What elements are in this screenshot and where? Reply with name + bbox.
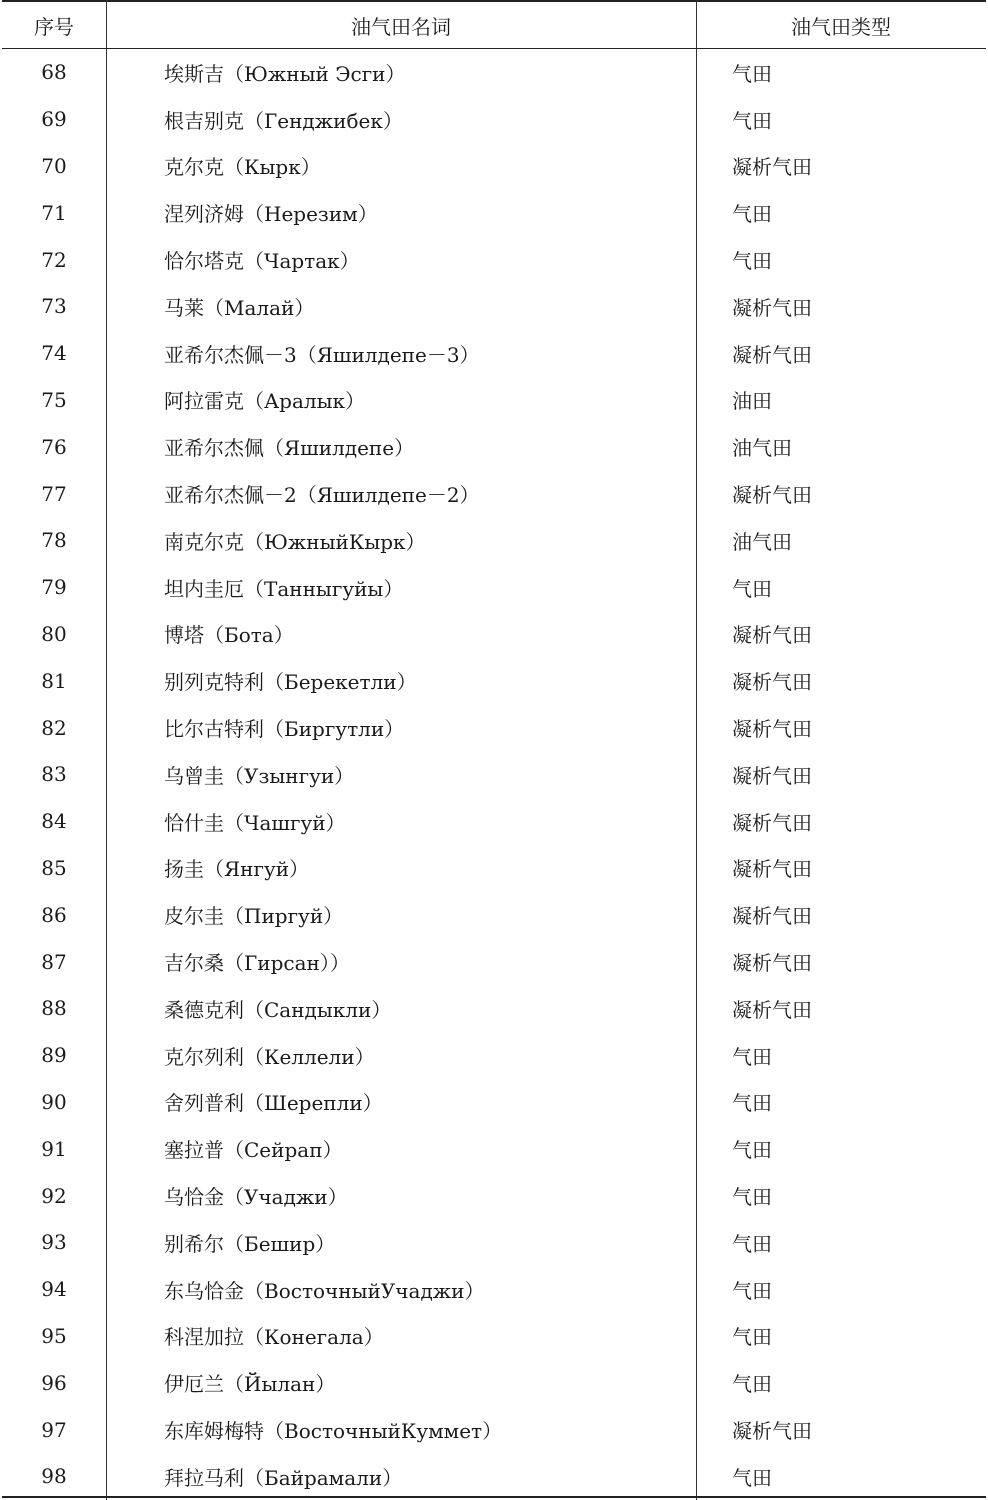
row-number: 98 [41, 1464, 67, 1489]
row-number: 79 [41, 575, 67, 600]
row-number: 78 [41, 528, 67, 553]
row-field-name: 坦内圭厄（Танныгуйы） [164, 576, 404, 601]
row-field-name: 根吉别克（Генджибек） [164, 108, 403, 133]
row-number: 84 [41, 809, 67, 834]
table-row [2, 845, 986, 892]
table-row [2, 517, 986, 564]
row-field-name: 涅列济姆（Нерезим） [164, 202, 378, 227]
row-field-type: 凝析气田 [732, 342, 812, 367]
row-number: 97 [41, 1417, 67, 1442]
table-row [2, 1079, 986, 1126]
row-field-name: 亚希尔杰佩－3（Яшилдепе－3） [164, 342, 480, 367]
row-number: 94 [41, 1277, 67, 1302]
row-field-name: 吉尔桑（Гирсан）） [164, 951, 350, 976]
row-number: 77 [41, 481, 67, 506]
table-row [2, 798, 986, 845]
table-row [2, 423, 986, 470]
row-field-type: 凝析气田 [732, 670, 812, 695]
row-field-name: 乌曾圭（Узынгуи） [164, 763, 355, 788]
row-field-type: 凝析气田 [732, 857, 812, 882]
row-number: 76 [41, 434, 67, 459]
table-row [2, 1266, 986, 1313]
table-row [2, 564, 986, 611]
row-number: 95 [41, 1323, 67, 1348]
row-field-type: 气田 [732, 1185, 772, 1210]
row-field-name: 东库姆梅特（ВосточныйКуммет） [164, 1419, 503, 1444]
row-field-name: 伊厄兰（Йылан） [164, 1372, 336, 1397]
row-field-type: 油气田 [732, 436, 792, 461]
row-field-type: 气田 [732, 249, 772, 274]
header-field-name: 油气田名词 [351, 14, 451, 39]
table-row [2, 49, 986, 96]
row-field-name: 桑德克利（Сандыкли） [164, 997, 392, 1022]
row-field-type: 气田 [732, 61, 772, 86]
row-field-name: 克尔克（Кырк） [164, 155, 321, 180]
row-field-type: 油田 [732, 389, 772, 414]
row-number: 83 [41, 762, 67, 787]
row-number: 70 [41, 153, 67, 178]
table-row [2, 330, 986, 377]
row-field-type: 气田 [732, 108, 772, 133]
row-field-name: 博塔（Бота） [164, 623, 294, 648]
row-number: 92 [41, 1183, 67, 1208]
row-field-type: 凝析气田 [732, 904, 812, 929]
table-row [2, 891, 986, 938]
row-field-name: 东乌恰金（ВосточныйУчаджи） [164, 1278, 485, 1303]
row-field-type: 气田 [732, 1325, 772, 1350]
table-row [2, 1313, 986, 1360]
row-number: 89 [41, 1043, 67, 1068]
row-number: 72 [41, 247, 67, 272]
row-field-type: 气田 [732, 1138, 772, 1163]
row-field-name: 阿拉雷克（Аралык） [164, 389, 365, 414]
table-row [2, 751, 986, 798]
table-row [2, 704, 986, 751]
row-field-type: 凝析气田 [732, 951, 812, 976]
row-number: 90 [41, 1089, 67, 1114]
row-field-name: 皮尔圭（Пиргуй） [164, 904, 344, 929]
row-field-type: 凝析气田 [732, 1419, 812, 1444]
row-field-type: 气田 [732, 1091, 772, 1116]
row-field-name: 塞拉普（Сейрап） [164, 1138, 343, 1163]
row-field-type: 气田 [732, 1231, 772, 1256]
table-row [2, 985, 986, 1032]
bottom-rule [2, 1496, 986, 1498]
table-row [2, 189, 986, 236]
row-field-type: 凝析气田 [732, 810, 812, 835]
row-number: 88 [41, 996, 67, 1021]
row-field-type: 气田 [732, 576, 772, 601]
row-field-name: 恰尔塔克（Чартак） [164, 249, 360, 274]
row-number: 82 [41, 715, 67, 740]
row-field-name: 科涅加拉（Конегала） [164, 1325, 384, 1350]
row-field-name: 别列克特利（Берекетли） [164, 670, 417, 695]
row-field-name: 南克尔克（ЮжныйКырк） [164, 529, 426, 554]
row-field-name: 别希尔（Бешир） [164, 1231, 336, 1256]
row-field-name: 拜拉马利（Байрамали） [164, 1465, 403, 1490]
row-number: 71 [41, 200, 67, 225]
table-header [2, 2, 986, 48]
row-field-type: 气田 [732, 202, 772, 227]
row-number: 86 [41, 902, 67, 927]
row-field-name: 克尔列利（Келлели） [164, 1044, 375, 1069]
table-row [2, 236, 986, 283]
table-row [2, 611, 986, 658]
row-field-name: 恰什圭（Чашгуй） [164, 810, 346, 835]
row-field-type: 油气田 [732, 529, 792, 554]
row-field-name: 比尔古特利（Биргутли） [164, 717, 405, 742]
table-row [2, 1125, 986, 1172]
row-number: 85 [41, 855, 67, 880]
row-number: 73 [41, 294, 67, 319]
row-field-name: 乌恰金（Учаджи） [164, 1185, 348, 1210]
row-field-name: 舍列普利（Шерепли） [164, 1091, 383, 1116]
row-number: 68 [41, 60, 67, 85]
row-field-type: 凝析气田 [732, 623, 812, 648]
table-row [2, 283, 986, 330]
header-field-type: 油气田类型 [791, 14, 891, 39]
row-field-name: 埃斯吉（Южный Эсги） [164, 61, 406, 86]
table-row [2, 1172, 986, 1219]
row-field-type: 气田 [732, 1465, 772, 1490]
row-field-type: 凝析气田 [732, 295, 812, 320]
table-row [2, 1406, 986, 1453]
row-number: 81 [41, 668, 67, 693]
row-number: 91 [41, 1136, 67, 1161]
row-field-name: 马莱（Малай） [164, 295, 315, 320]
row-field-name: 亚希尔杰佩－2（Яшилдепе－2） [164, 483, 480, 508]
table-row [2, 657, 986, 704]
table-row [2, 143, 986, 190]
table-row [2, 377, 986, 424]
row-number: 96 [41, 1370, 67, 1395]
table-row [2, 96, 986, 143]
row-field-type: 凝析气田 [732, 483, 812, 508]
table-row [2, 470, 986, 517]
row-number: 93 [41, 1230, 67, 1255]
table-row [2, 1453, 986, 1500]
row-number: 87 [41, 949, 67, 974]
table-row [2, 1032, 986, 1079]
row-field-type: 凝析气田 [732, 763, 812, 788]
row-number: 74 [41, 341, 67, 366]
row-field-type: 凝析气田 [732, 997, 812, 1022]
row-number: 75 [41, 387, 67, 412]
row-number: 80 [41, 621, 67, 646]
header-number: 序号 [34, 14, 74, 39]
row-field-type: 气田 [732, 1372, 772, 1397]
row-field-type: 气田 [732, 1044, 772, 1069]
row-field-name: 扬圭（Янгуй） [164, 857, 310, 882]
row-field-type: 凝析气田 [732, 155, 812, 180]
table-row [2, 938, 986, 985]
row-field-type: 气田 [732, 1278, 772, 1303]
row-number: 69 [41, 107, 67, 132]
row-field-type: 凝析气田 [732, 717, 812, 742]
table-row [2, 1359, 986, 1406]
table-row [2, 1219, 986, 1266]
row-field-name: 亚希尔杰佩（Яшилдепе） [164, 436, 415, 461]
